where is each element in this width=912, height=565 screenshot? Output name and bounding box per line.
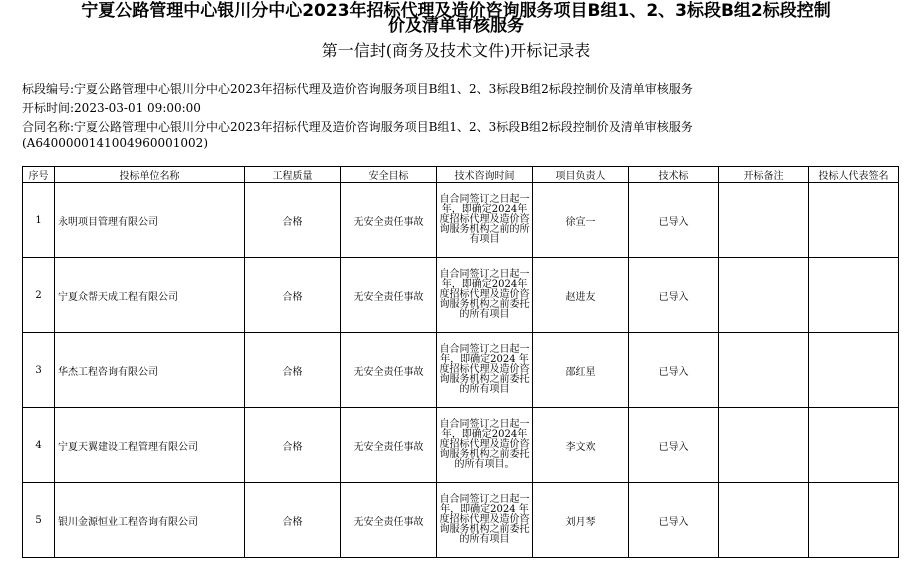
open-time: 开标时间:2023-03-01 09:00:00: [22, 101, 201, 115]
manager-cell: 徐宣一: [533, 183, 629, 258]
remark-cell: [719, 333, 809, 408]
quality-cell: 合格: [245, 333, 341, 408]
signature-cell: [809, 183, 899, 258]
safety-cell: 无安全责任事故: [341, 483, 437, 558]
manager-cell: 赵进友: [533, 258, 629, 333]
quality-cell: 合格: [245, 183, 341, 258]
company-name: 永明项目管理有限公司: [55, 183, 245, 258]
safety-cell: 无安全责任事故: [341, 183, 437, 258]
header-manager: 项目负责人: [533, 167, 629, 183]
bid-opening-table: [22, 166, 899, 558]
title-line-1: 宁夏公路管理中心银川分中心2023年招标代理及造价咨询服务项目B组1、2、3标段B组2标段控制: [81, 1, 831, 21]
quality-cell: 合格: [245, 483, 341, 558]
manager-cell: 邵红星: [533, 333, 629, 408]
consult-time-cell: 自合同签订之日起一年，即确定2024年度招标代理及造价咨询服务机构之前的所有项目: [437, 183, 533, 258]
header-safety: 安全目标: [341, 167, 437, 183]
remark-cell: [719, 258, 809, 333]
header-remark: 开标备注: [719, 167, 809, 183]
tech-bid-cell: 已导入: [629, 408, 719, 483]
tech-bid-cell: 已导入: [629, 333, 719, 408]
row-number: 3: [23, 333, 55, 408]
manager-cell: 刘月琴: [533, 483, 629, 558]
consult-time-cell: 自合同签订之日起一年，即确定2024 年度招标代理及造价咨询服务机构之前委托的所有项目: [437, 333, 533, 408]
row-number: 2: [23, 258, 55, 333]
header-company: 投标单位名称: [55, 167, 245, 183]
table-header-row: [23, 167, 899, 183]
contract-name: 合同名称:宁夏公路管理中心银川分中心2023年招标代理及造价咨询服务项目B组1、2、3标段B组2标段控制价及清单审核服务: [22, 120, 693, 134]
tech-bid-cell: 已导入: [629, 183, 719, 258]
tech-bid-cell: 已导入: [629, 258, 719, 333]
tech-bid-cell: 已导入: [629, 483, 719, 558]
quality-cell: 合格: [245, 258, 341, 333]
contract-code: (A640000014100496000​1002): [22, 136, 208, 150]
signature-cell: [809, 408, 899, 483]
signature-cell: [809, 258, 899, 333]
header-quality: 工程质量: [245, 167, 341, 183]
safety-cell: 无安全责任事故: [341, 258, 437, 333]
header-tech: 技术标: [629, 167, 719, 183]
remark-cell: [719, 408, 809, 483]
manager-cell: 李文欢: [533, 408, 629, 483]
row-number: 5: [23, 483, 55, 558]
company-name: 银川金源恒业工程咨询有限公司: [55, 483, 245, 558]
company-name: 华杰工程咨询有限公司: [55, 333, 245, 408]
table-row: [23, 258, 899, 333]
company-name: 宁夏天翼建设工程管理有限公司: [55, 408, 245, 483]
table-row: [23, 183, 899, 258]
row-number: 1: [23, 183, 55, 258]
table-row: [23, 333, 899, 408]
signature-cell: [809, 483, 899, 558]
safety-cell: 无安全责任事故: [341, 333, 437, 408]
consult-time-cell: 自合同签订之日起一年，即确定2024年度招标代理及造价咨询服务机构之前委托的所有项目。: [437, 408, 533, 483]
consult-time-cell: 自合同签订之日起一年，即确定2024 年度招标代理及造价咨询服务机构之前委托的所有项目: [437, 483, 533, 558]
company-name: 宁夏众帮天成工程有限公司: [55, 258, 245, 333]
title-line-2: 价及清单审核服务: [388, 16, 524, 36]
remark-cell: [719, 483, 809, 558]
header-time: 技术咨询时间: [437, 167, 533, 183]
page-subtitle: 第一信封(商务及技术文件)开标记录表: [321, 41, 591, 60]
signature-cell: [809, 333, 899, 408]
header-no: 序号: [23, 167, 55, 183]
table-row: [23, 408, 899, 483]
safety-cell: 无安全责任事故: [341, 408, 437, 483]
consult-time-cell: 自合同签订之日起一年，即确定2024年度招标代理及造价咨询服务机构之前委托的所有项目: [437, 258, 533, 333]
page-title: [0, 1, 912, 36]
header-sign: 投标人代表签名: [809, 167, 899, 183]
bid-number: 标段编号:宁夏公路管理中心银川分中心2023年招标代理及造价咨询服务项目B组1、2、3标段B组2标段控制价及清单审核服务: [22, 82, 693, 96]
remark-cell: [719, 183, 809, 258]
quality-cell: 合格: [245, 408, 341, 483]
row-number: 4: [23, 408, 55, 483]
table-row: [23, 483, 899, 558]
